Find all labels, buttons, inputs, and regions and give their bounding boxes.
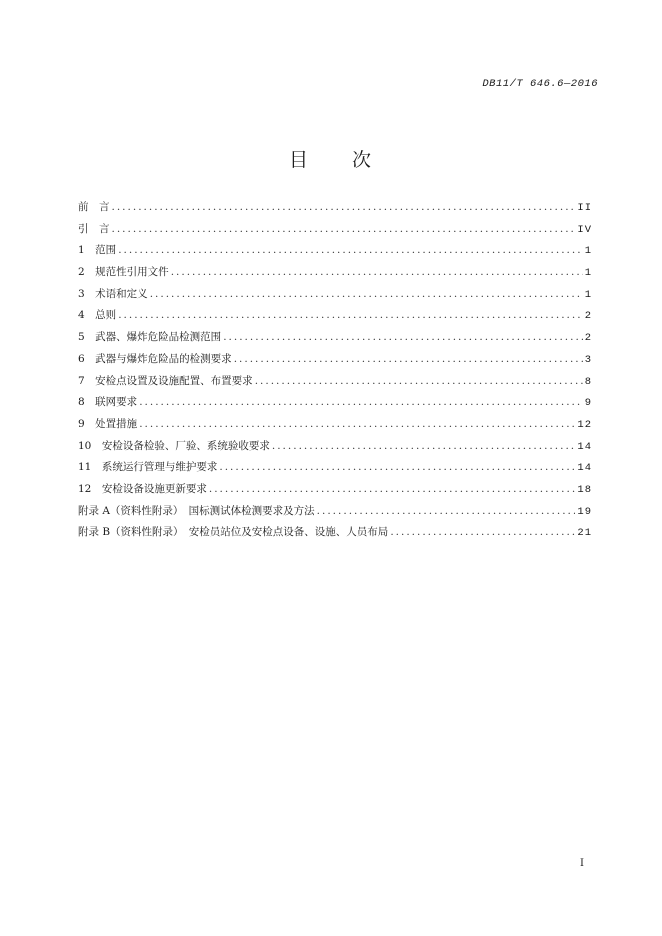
toc-dot-leader [112, 197, 576, 219]
toc-entry-label: 3 术语和定义 [78, 287, 148, 300]
toc-dot-leader [390, 522, 575, 544]
toc-entry-label: 引 言 [78, 222, 110, 235]
toc-entry-label: 前 言 [78, 201, 110, 213]
toc-entry-page: 18 [577, 483, 592, 496]
toc-entry-10[interactable] [78, 436, 592, 458]
toc-dot-leader [209, 479, 576, 501]
toc-entry-label: 1 范围 [78, 244, 117, 257]
toc-entry-page: 1 [584, 267, 592, 280]
toc-entry-page: 14 [577, 440, 592, 453]
toc-entry-label: 附录 B（资料性附录） 安检员站位及安检点设备、设施、人员布局 [78, 526, 389, 539]
toc-dot-leader [255, 371, 583, 393]
toc-dot-leader [139, 392, 583, 414]
toc-entry-8[interactable] [78, 392, 592, 414]
toc-entry-label: 4 总则 [78, 309, 117, 322]
toc-entry-foreword[interactable] [78, 197, 592, 219]
toc-entry-page: 2 [584, 310, 592, 323]
toc-entry-1[interactable] [78, 240, 592, 262]
toc-entry-page: 1 [584, 288, 592, 301]
toc-dot-leader [317, 501, 576, 523]
toc-entry-page: 19 [577, 505, 592, 518]
toc-entry-label: 2 规范性引用文件 [78, 266, 169, 279]
standard-code: DB11/T 646.6—2016 [482, 78, 598, 90]
page-number: I [580, 858, 584, 869]
toc-entry-7[interactable] [78, 371, 592, 393]
toc-entry-5[interactable] [78, 327, 592, 349]
toc-entry-introduction[interactable] [78, 219, 592, 241]
toc-dot-leader [118, 305, 583, 327]
toc-entry-label: 6 武器与爆炸危险品的检测要求 [78, 352, 232, 365]
toc-dot-leader [139, 414, 575, 436]
toc-entry-page: 2 [584, 332, 592, 345]
toc-dot-leader [112, 219, 576, 241]
toc-entry-2[interactable] [78, 262, 592, 284]
toc-dot-leader [150, 284, 583, 306]
toc-entry-page: 1 [584, 245, 592, 258]
toc-entry-page: 9 [584, 397, 592, 410]
toc-dot-leader [234, 349, 583, 371]
toc-entry-page: II [577, 202, 592, 214]
toc-entry-page: 21 [577, 527, 592, 540]
toc-entry-label: 12 安检设备设施更新要求 [78, 482, 207, 495]
toc-entry-page: 8 [584, 375, 592, 388]
toc-entry-page: 3 [584, 353, 592, 366]
toc-entry-6[interactable] [78, 349, 592, 371]
toc-entry-label: 5 武器、爆炸危险品检测范围 [78, 331, 222, 344]
toc-entry-label: 8 联网要求 [78, 396, 138, 409]
toc-entry-4[interactable] [78, 305, 592, 327]
toc-dot-leader [219, 457, 575, 479]
toc-entry-appendix-b[interactable] [78, 522, 592, 544]
toc-entry-label: 附录 A（资料性附录） 国标测试体检测要求及方法 [78, 504, 315, 517]
toc-entry-appendix-a[interactable] [78, 501, 592, 523]
toc-entry-label: 11 系统运行管理与维护要求 [78, 461, 218, 474]
toc-dot-leader [223, 327, 583, 349]
toc-dot-leader [272, 436, 576, 458]
toc-dot-leader [171, 262, 583, 284]
toc-dot-leader [118, 240, 583, 262]
toc-entry-page: IV [577, 223, 592, 236]
page-title: 目 次 [288, 149, 373, 171]
table-of-contents [78, 197, 592, 544]
toc-entry-page: 12 [577, 418, 592, 431]
toc-entry-page: 14 [577, 462, 592, 475]
toc-entry-12[interactable] [78, 479, 592, 501]
toc-entry-label: 7 安检点设置及设施配置、布置要求 [78, 374, 253, 387]
toc-entry-11[interactable] [78, 457, 592, 479]
toc-entry-3[interactable] [78, 284, 592, 306]
toc-entry-label: 10 安检设备检验、厂验、系统验收要求 [78, 439, 270, 452]
toc-entry-label: 9 处置措施 [78, 417, 138, 430]
toc-entry-9[interactable] [78, 414, 592, 436]
